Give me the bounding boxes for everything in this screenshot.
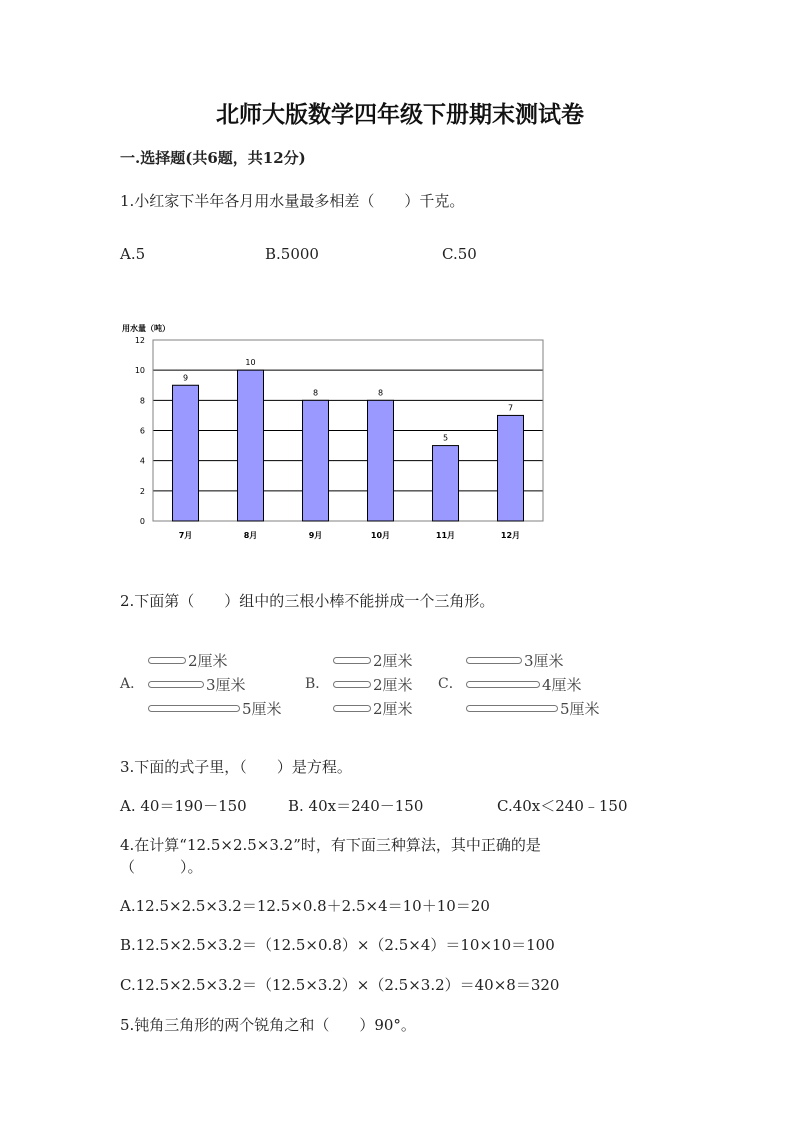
data-label: 10 [245,358,256,368]
bar [498,415,524,521]
x-tick-label: 7月 [178,531,193,540]
question-5-stem: 5.钝角三角形的两个锐角之和（ ）90°。 [120,1016,416,1034]
y-tick-label: 0 [139,517,145,526]
stick-length-label: 2厘米 [373,652,413,670]
question-3-option-a: A. 40＝190－150 [120,797,247,815]
stick [148,705,240,712]
y-tick-label: 12 [134,336,145,345]
bar [173,385,199,521]
x-tick-label: 11月 [435,531,456,540]
stick-length-label: 2厘米 [373,700,413,718]
y-tick-label: 4 [139,456,145,466]
stick [466,705,558,712]
y-tick-label: 8 [139,396,145,406]
data-label: 8 [312,388,319,398]
question-1-stem: 1.小红家下半年各月用水量最多相差（ ）千克。 [120,192,465,210]
question-4-option-c: C.12.5×2.5×3.2＝（12.5×3.2）×（2.5×3.2）＝40×8＝320 [120,976,560,994]
bar [433,446,459,521]
bar [303,400,329,521]
data-label: 5 [442,433,449,443]
bar [368,400,394,521]
stick [333,681,371,688]
stick-group-letter: B． [305,676,330,692]
stick-group-letter: A． [120,676,145,692]
stick-length-label: 3厘米 [524,652,564,670]
stick-length-label: 5厘米 [560,700,600,718]
water-usage-chart [118,318,558,548]
stick-length-label: 2厘米 [188,652,228,670]
stick [148,657,186,664]
y-axis-label: 用水量（吨） [122,324,170,333]
stick-length-label: 4厘米 [542,676,582,694]
question-1-option-c: C.50 [442,245,477,263]
x-tick-label: 8月 [243,531,258,540]
stick [333,705,371,712]
question-4-stem-line1: 4.在计算“12.5×2.5×3.2”时，有下面三种算法，其中正确的是 [120,836,541,854]
page-title: 北师大版数学四年级下册期末测试卷 [216,101,584,128]
y-tick-label: 2 [139,486,145,496]
stick [466,681,540,688]
y-tick-label: 6 [139,426,145,436]
question-3-option-c: C.40x＜240﹣150 [497,797,628,815]
x-tick-label: 10月 [370,531,391,540]
stick [148,681,204,688]
data-label: 8 [377,388,384,398]
stick-length-label: 3厘米 [206,676,246,694]
question-2-stem: 2.下面第（ ）组中的三根小棒不能拼成一个三角形。 [120,592,495,610]
question-4-option-a: A.12.5×2.5×3.2＝12.5×0.8＋2.5×4＝10＋10＝20 [120,897,490,915]
x-tick-label: 12月 [500,531,521,540]
question-4-stem-line2: （ ）。 [120,858,203,876]
question-3-stem: 3.下面的式子里，（ ）是方程。 [120,758,352,776]
y-tick-label: 10 [134,366,145,376]
question-4-option-b: B.12.5×2.5×3.2＝（12.5×0.8）×（2.5×4）＝10×10＝100 [120,936,555,954]
stick-group-letter: C． [438,676,463,692]
x-tick-label: 9月 [308,531,323,540]
stick-length-label: 5厘米 [242,700,282,718]
stick [466,657,522,664]
data-label: 7 [507,403,514,413]
bar [238,370,264,521]
stick-length-label: 2厘米 [373,676,413,694]
question-3-option-b: B. 40x＝240－150 [288,797,424,815]
water-usage-chart-svg [118,318,558,548]
data-label: 9 [182,373,189,383]
question-1-option-b: B.5000 [265,245,319,263]
question-1-option-a: A.5 [120,245,146,263]
section-heading: 一.选择题(共6题，共12分) [120,149,306,167]
stick [333,657,371,664]
